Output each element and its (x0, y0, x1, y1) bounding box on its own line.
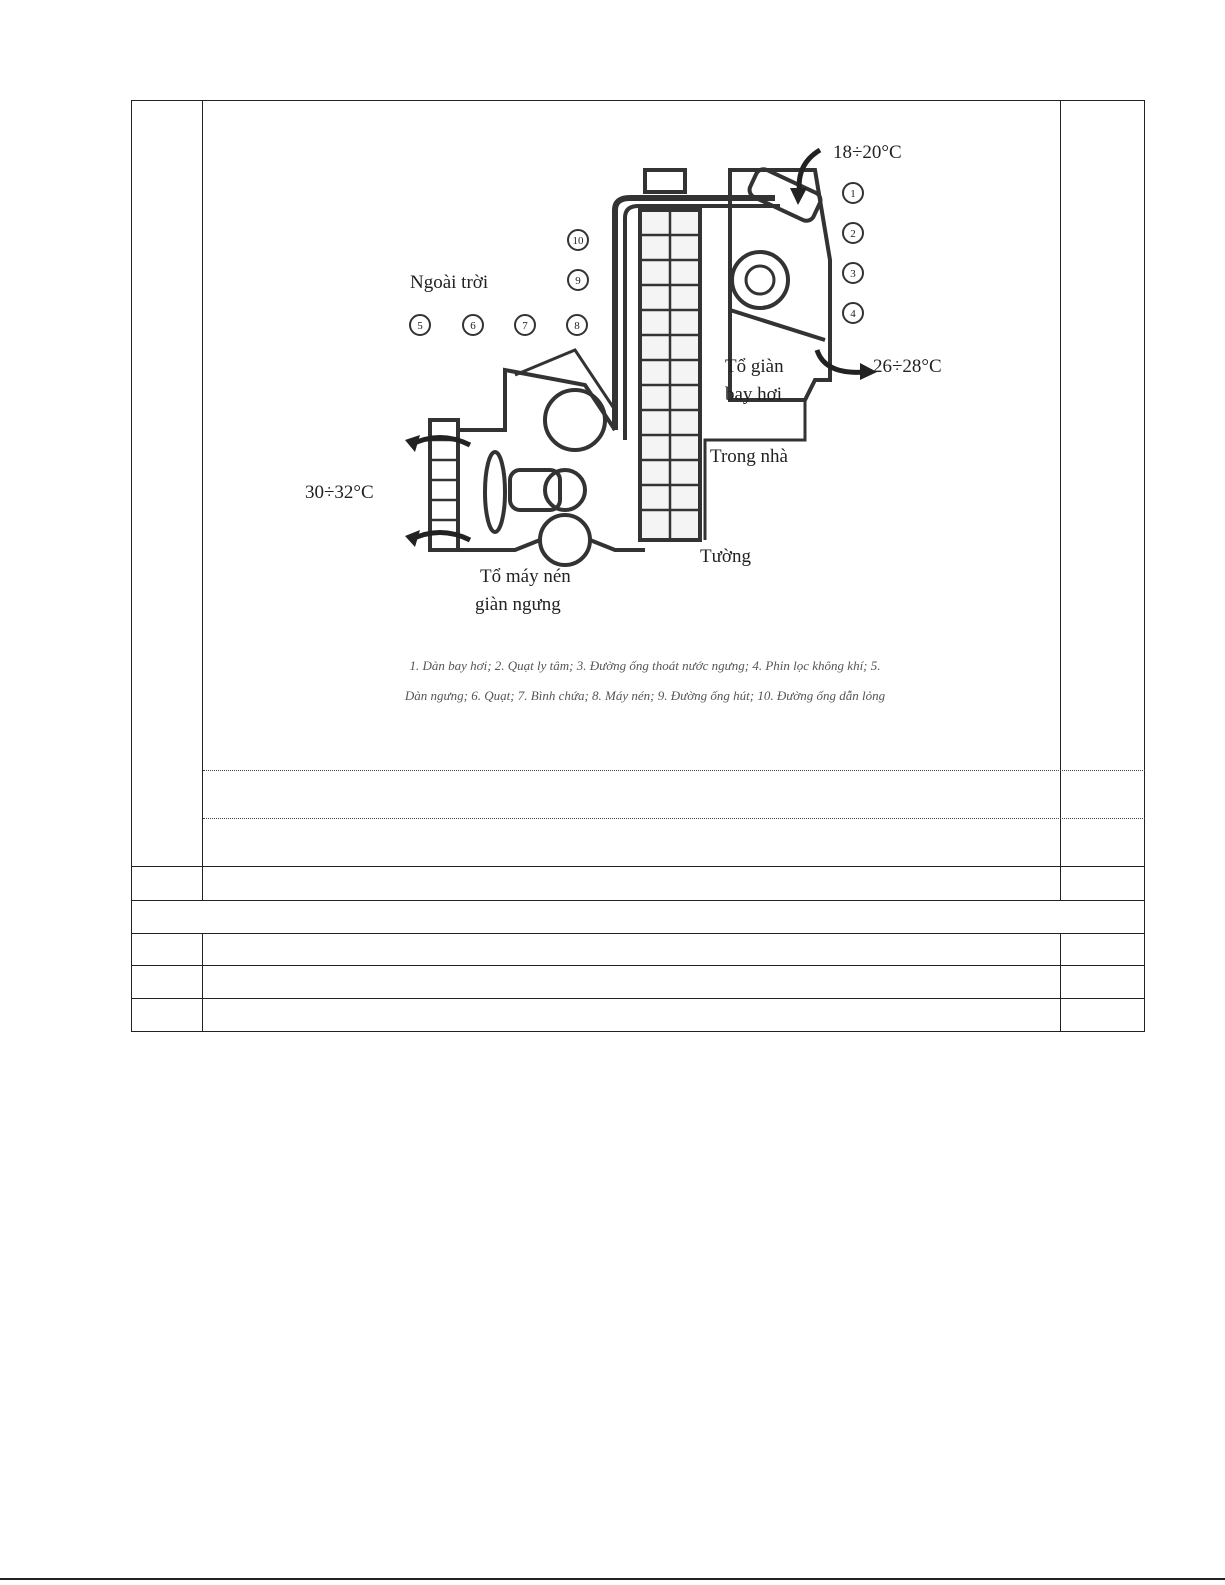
callout-1: 1 (850, 188, 856, 200)
table-border-top (131, 100, 1145, 101)
callout-4: 4 (850, 308, 856, 320)
row-divider-1 (131, 866, 1145, 867)
row-divider-4 (131, 965, 1145, 966)
callout-5: 5 (417, 320, 423, 332)
column-divider-left (202, 100, 203, 900)
label-temp-supply: 18÷20°C (833, 142, 902, 163)
row-divider-2 (131, 900, 1145, 901)
label-temp-outdoor: 30÷32°C (305, 482, 374, 503)
callout-8: 8 (574, 320, 580, 332)
row-divider-5 (131, 998, 1145, 999)
table-border-bottom (131, 1031, 1145, 1032)
callout-3: 3 (850, 268, 856, 280)
label-condensing-unit-1: Tổ máy nén (480, 566, 571, 587)
page-bottom-rule (0, 1578, 1225, 1580)
row-divider-dotted-2 (203, 818, 1145, 819)
column-divider-right (1060, 100, 1061, 900)
row-divider-dotted-1 (203, 770, 1145, 771)
callout-2: 2 (850, 228, 856, 240)
label-temp-return: 26÷28°C (873, 356, 942, 377)
split-air-conditioner-figure (205, 110, 1057, 760)
label-evaporator-unit-2: bay hơi (725, 384, 783, 405)
column-divider-left-lower (202, 933, 203, 1032)
table-border-right (1144, 100, 1145, 1032)
row-divider-3 (131, 933, 1145, 934)
label-outdoor: Ngoài trời (410, 272, 489, 293)
label-condensing-unit-2: giàn ngưng (475, 594, 561, 615)
label-evaporator-unit-1: Tổ giàn (725, 356, 784, 377)
callout-10: 10 (572, 235, 584, 247)
column-divider-right-lower (1060, 933, 1061, 1032)
callout-7: 7 (522, 320, 528, 332)
label-indoor: Trong nhà (710, 446, 788, 467)
callout-6: 6 (470, 320, 476, 332)
table-border-left (131, 100, 132, 1032)
label-wall: Tường (700, 546, 751, 567)
callout-9: 9 (575, 275, 581, 287)
figure-caption-line-1: 1. Dàn bay hơi; 2. Quạt ly tâm; 3. Đường ống thoát nước ngưng; 4. Phin lọc không khí; 5. (409, 658, 881, 673)
figure-caption-line-2: Dàn ngưng; 6. Quạt; 7. Bình chứa; 8. Máy nén; 9. Đường ống hút; 10. Đường ống dẫn lỏng (404, 688, 886, 703)
